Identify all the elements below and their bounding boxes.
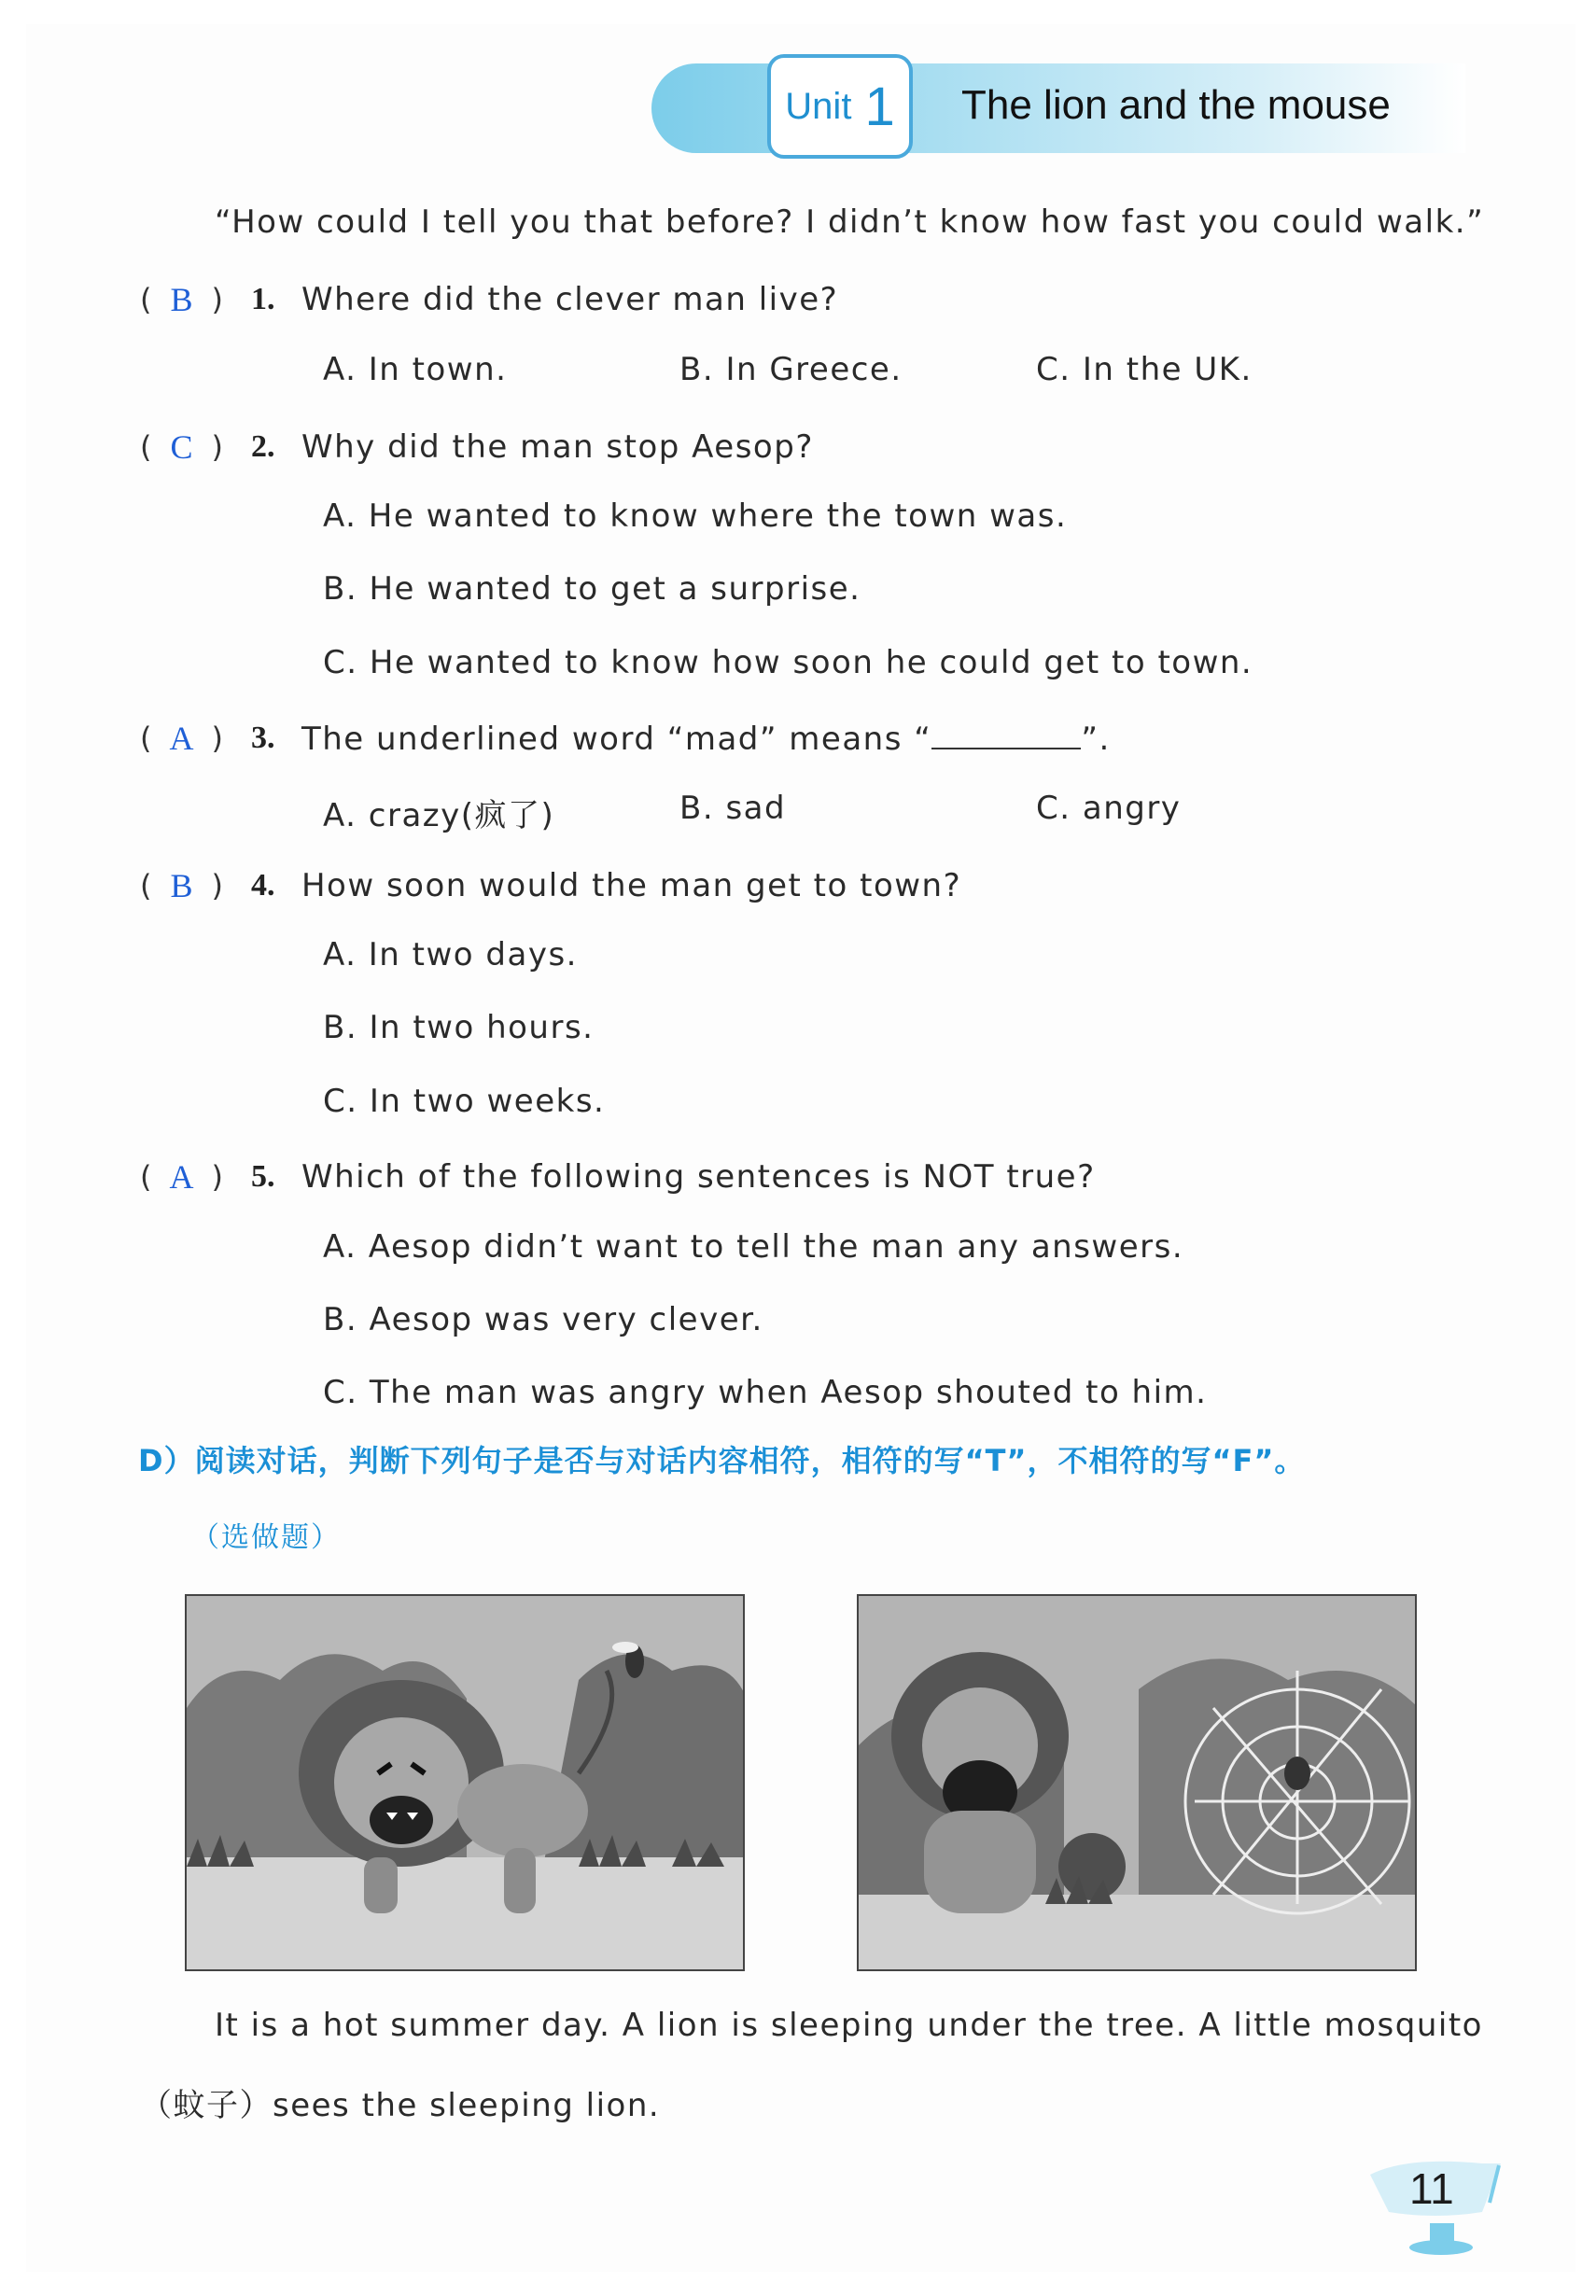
illustration-lion-spider-web (857, 1594, 1417, 1971)
question-5-option-c: C. The man was angry when Aesop shouted to him. (323, 1374, 1208, 1411)
question-2-option-b: B. He wanted to get a surprise. (323, 570, 861, 608)
question-1-text: Where did the clever man live? (301, 281, 839, 318)
question-3-number: 3. (250, 721, 275, 755)
question-3-option-c: C. angry (1036, 790, 1182, 827)
intro-quote: “How could I tell you that before? I didn’t know how fast you could walk.” (215, 203, 1485, 241)
unit-number: 1 (864, 76, 895, 137)
question-5 (140, 1154, 1096, 1200)
question-4-answer: B (170, 867, 193, 904)
lion-web-drawing (859, 1596, 1417, 1971)
angry-lion-drawing (187, 1596, 745, 1971)
question-5-number: 5. (250, 1159, 275, 1194)
question-2-option-a: A. He wanted to know where the town was. (323, 497, 1068, 535)
paren-open: ( (140, 868, 152, 903)
paren-close: ) (211, 1159, 223, 1195)
passage-line-2: （蚊子）sees the sleeping lion. (140, 2087, 661, 2124)
question-4-text: How soon would the man get to town? (301, 867, 962, 904)
question-2-number: 2. (250, 429, 275, 464)
question-2-answer: C (170, 428, 193, 466)
question-1 (140, 276, 838, 323)
paren-open: ( (140, 721, 152, 756)
question-4-option-c: C. In two weeks. (323, 1083, 606, 1120)
paren-close: ) (211, 282, 223, 317)
illustration-angry-lion (185, 1594, 745, 1971)
passage-line-1: It is a hot summer day. A lion is sleeping under the tree. A little mosquito (215, 2007, 1483, 2044)
question-5-answer: A (169, 1158, 194, 1196)
question-3-option-a: A. crazy(疯了) (323, 797, 555, 834)
question-5-option-a: A. Aesop didn’t want to tell the man any answers. (323, 1228, 1184, 1266)
question-1-option-a: A. In town. (323, 351, 508, 388)
unit-badge (767, 54, 913, 159)
question-3-text (301, 720, 1111, 758)
answer-blank (931, 720, 1081, 749)
question-1-option-c: C. In the UK. (1036, 351, 1253, 388)
paren-close: ) (211, 868, 223, 903)
paren-open: ( (140, 1159, 152, 1195)
question-4-option-a: A. In two days. (323, 936, 578, 973)
question-3 (140, 715, 1111, 762)
question-1-number: 1. (250, 282, 275, 316)
question-2-option-c: C. He wanted to know how soon he could get to town. (323, 644, 1253, 681)
paren-open: ( (140, 282, 152, 317)
question-2 (140, 424, 814, 470)
section-d-instruction: D）阅读对话，判断下列句子是否与对话内容相符，相符的写“T”，不相符的写“F”。 (138, 1443, 1306, 1478)
paren-close: ) (211, 721, 223, 756)
unit-title: The lion and the mouse (961, 82, 1391, 128)
unit-word: Unit (785, 85, 852, 127)
question-4 (140, 862, 961, 909)
question-1-option-b: B. In Greece. (679, 351, 903, 388)
question-2-text: Why did the man stop Aesop? (301, 428, 814, 466)
question-3-text-after: ”. (1081, 720, 1111, 758)
question-3-answer: A (169, 720, 194, 757)
question-3-option-b: B. sad (679, 790, 787, 827)
question-5-text: Which of the following sentences is NOT true? (301, 1158, 1096, 1196)
question-4-number: 4. (250, 868, 275, 903)
paren-close: ) (211, 429, 223, 465)
question-5-option-b: B. Aesop was very clever. (323, 1301, 763, 1338)
question-1-answer: B (170, 281, 193, 318)
optional-label: （选做题） (191, 1521, 341, 1554)
paren-open: ( (140, 429, 152, 465)
question-3-text-before: The underlined word “mad” means “ (301, 720, 932, 758)
question-4-option-b: B. In two hours. (323, 1009, 595, 1046)
page-number: 11 (1409, 2164, 1454, 2213)
